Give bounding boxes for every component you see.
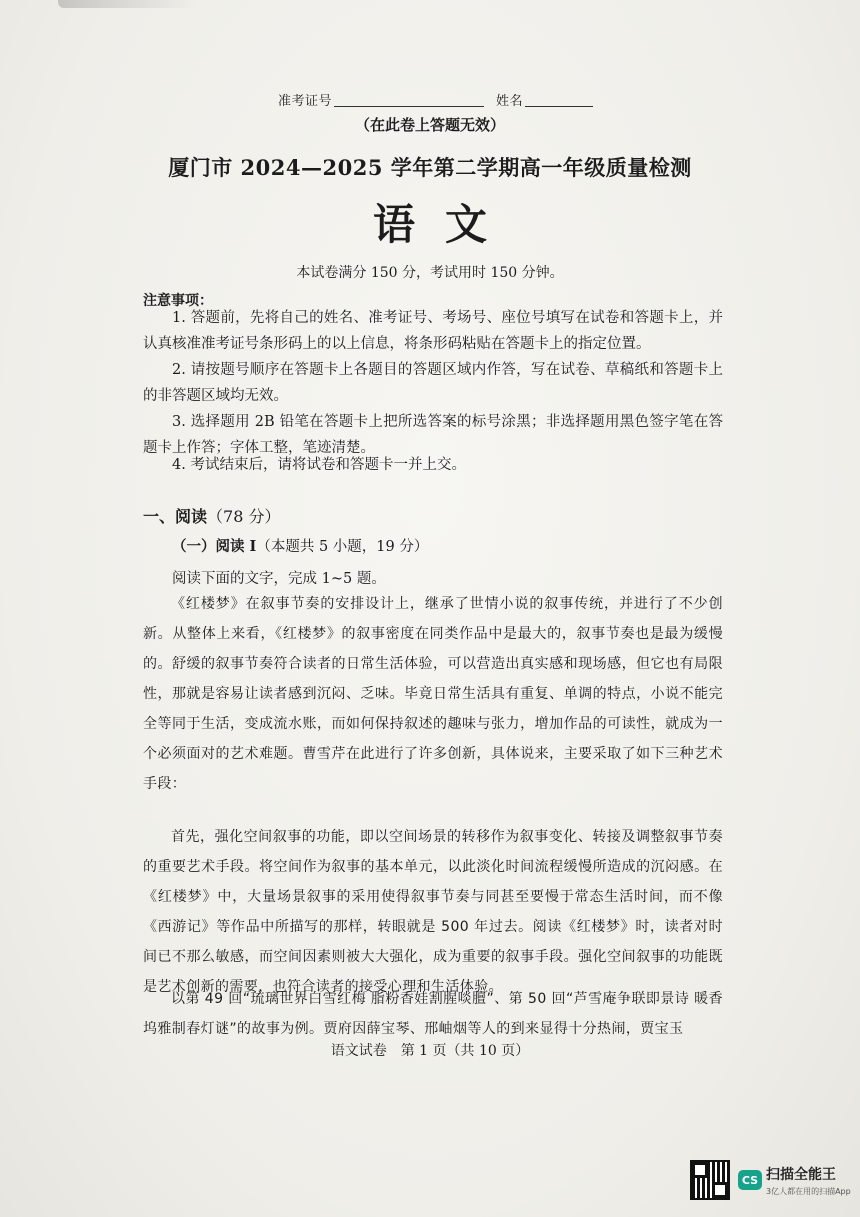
notice-item-1: 1. 答题前，先将自己的姓名、准考证号、考场号、座位号填写在试卷和答题卡上，并认真核准准考证号条形码上的以上信息，将条形码粘贴在答题卡上的指定位置。 [143,310,723,352]
notice-item-3: 3. 选择题用 2B 铅笔在答题卡上把所选答案的标号涂黑；非选择题用黑色签字笔在答题卡上作答；字体工整，笔迹清楚。 [143,414,723,456]
scanner-watermark [690,1160,851,1200]
page-footer: 语文试卷 第 1 页（共 10 页） [330,1043,530,1059]
part-heading [172,535,428,556]
passage-paragraph-3: 以第 49 回“琉璃世界白雪红梅 脂粉香娃割腥啖膻”、第 50 回“芦雪庵争联即景诗 暖香坞雅制春灯谜”的故事为例。贾府因薛宝琴、邢岫烟等人的到来显得十分热闹，贾宝玉 [143,991,723,1037]
name-blank [525,106,593,107]
registration-row [278,90,593,109]
exam-title: 厦门市 2024—2025 学年第二学期高一年级质量检测 [168,155,692,180]
section-title: 一、阅读 [143,507,208,526]
name-label: 姓名 [496,94,524,109]
qr-code-icon [690,1160,730,1200]
camscanner-logo-icon: CS [738,1170,762,1190]
scanner-text [766,1164,851,1197]
scanner-tagline: 3亿人都在用的扫描App [766,1186,851,1196]
notice-heading: 注意事项： [143,293,213,309]
invalid-answer-note: （在此卷上答题无效） [354,116,505,134]
subject-title: 语文 [372,200,517,249]
part-title: （一）阅读 I [172,538,257,555]
part-detail: （本题共 5 小题，19 分） [256,539,429,555]
passage-paragraph-1: 《红楼梦》在叙事节奏的安排设计上，继承了世情小说的叙事传统，并进行了不少创新。从整体上来看，《红楼梦》的叙事密度在同类作品中是最大的，叙事节奏也是最为缓慢的。舒缓的叙事节奏符合读者的日常生活体验，可以营造出真实感和现场感，但它也有局限性，那就是容易让读者感到沉闷、乏味。毕竟日常生活具有重复、单调的特点，小说不能完全等同于生活，变成流水账，而如何保持叙述的趣味与张力，增加作品的可读性，就成为一个必须面对的艺术难题。曹雪芹在此进行了许多创新，具体说来，主要采取了如下三种艺术手段： [143,596,723,792]
exam-meta: 本试卷满分 150 分，考试用时 150 分钟。 [296,265,564,281]
registration-label: 准考证号 [278,94,333,109]
section-score: （78 分） [207,507,281,526]
notice-item-4: 4. 考试结束后，请将试卷和答题卡一并上交。 [172,457,466,473]
scan-smudge [58,0,198,8]
registration-blank [334,106,484,107]
passage-paragraph-2: 首先，强化空间叙事的功能，即以空间场景的转移作为叙事变化、转接及调整叙事节奏的重要艺术手段。将空间作为叙事的基本单元，以此淡化时间流程缓慢所造成的沉闷感。在《红楼梦》中，大量场景叙事的采用使得叙事节奏与同甚至要慢于常态生活时间，而不像《西游记》等作品中所描写的那样，转眼就是 500 年过去。阅读《红楼梦》时，读者对时间已不那么敏感，而空间因素则被大大强化，成为重要的叙事手段。强化空间叙事的功能既是艺术创新的需要，也符合读者的接受心理和生活体验。 [143,829,723,995]
scanner-app-name: 扫描全能王 [766,1166,836,1183]
notice-item-2: 2. 请按题号顺序在答题卡上各题目的答题区域内作答，写在试卷、草稿纸和答题卡上的非答题区域均无效。 [143,362,723,404]
section-heading [143,504,280,527]
reading-instruction: 阅读下面的文字，完成 1~5 题。 [172,571,386,587]
